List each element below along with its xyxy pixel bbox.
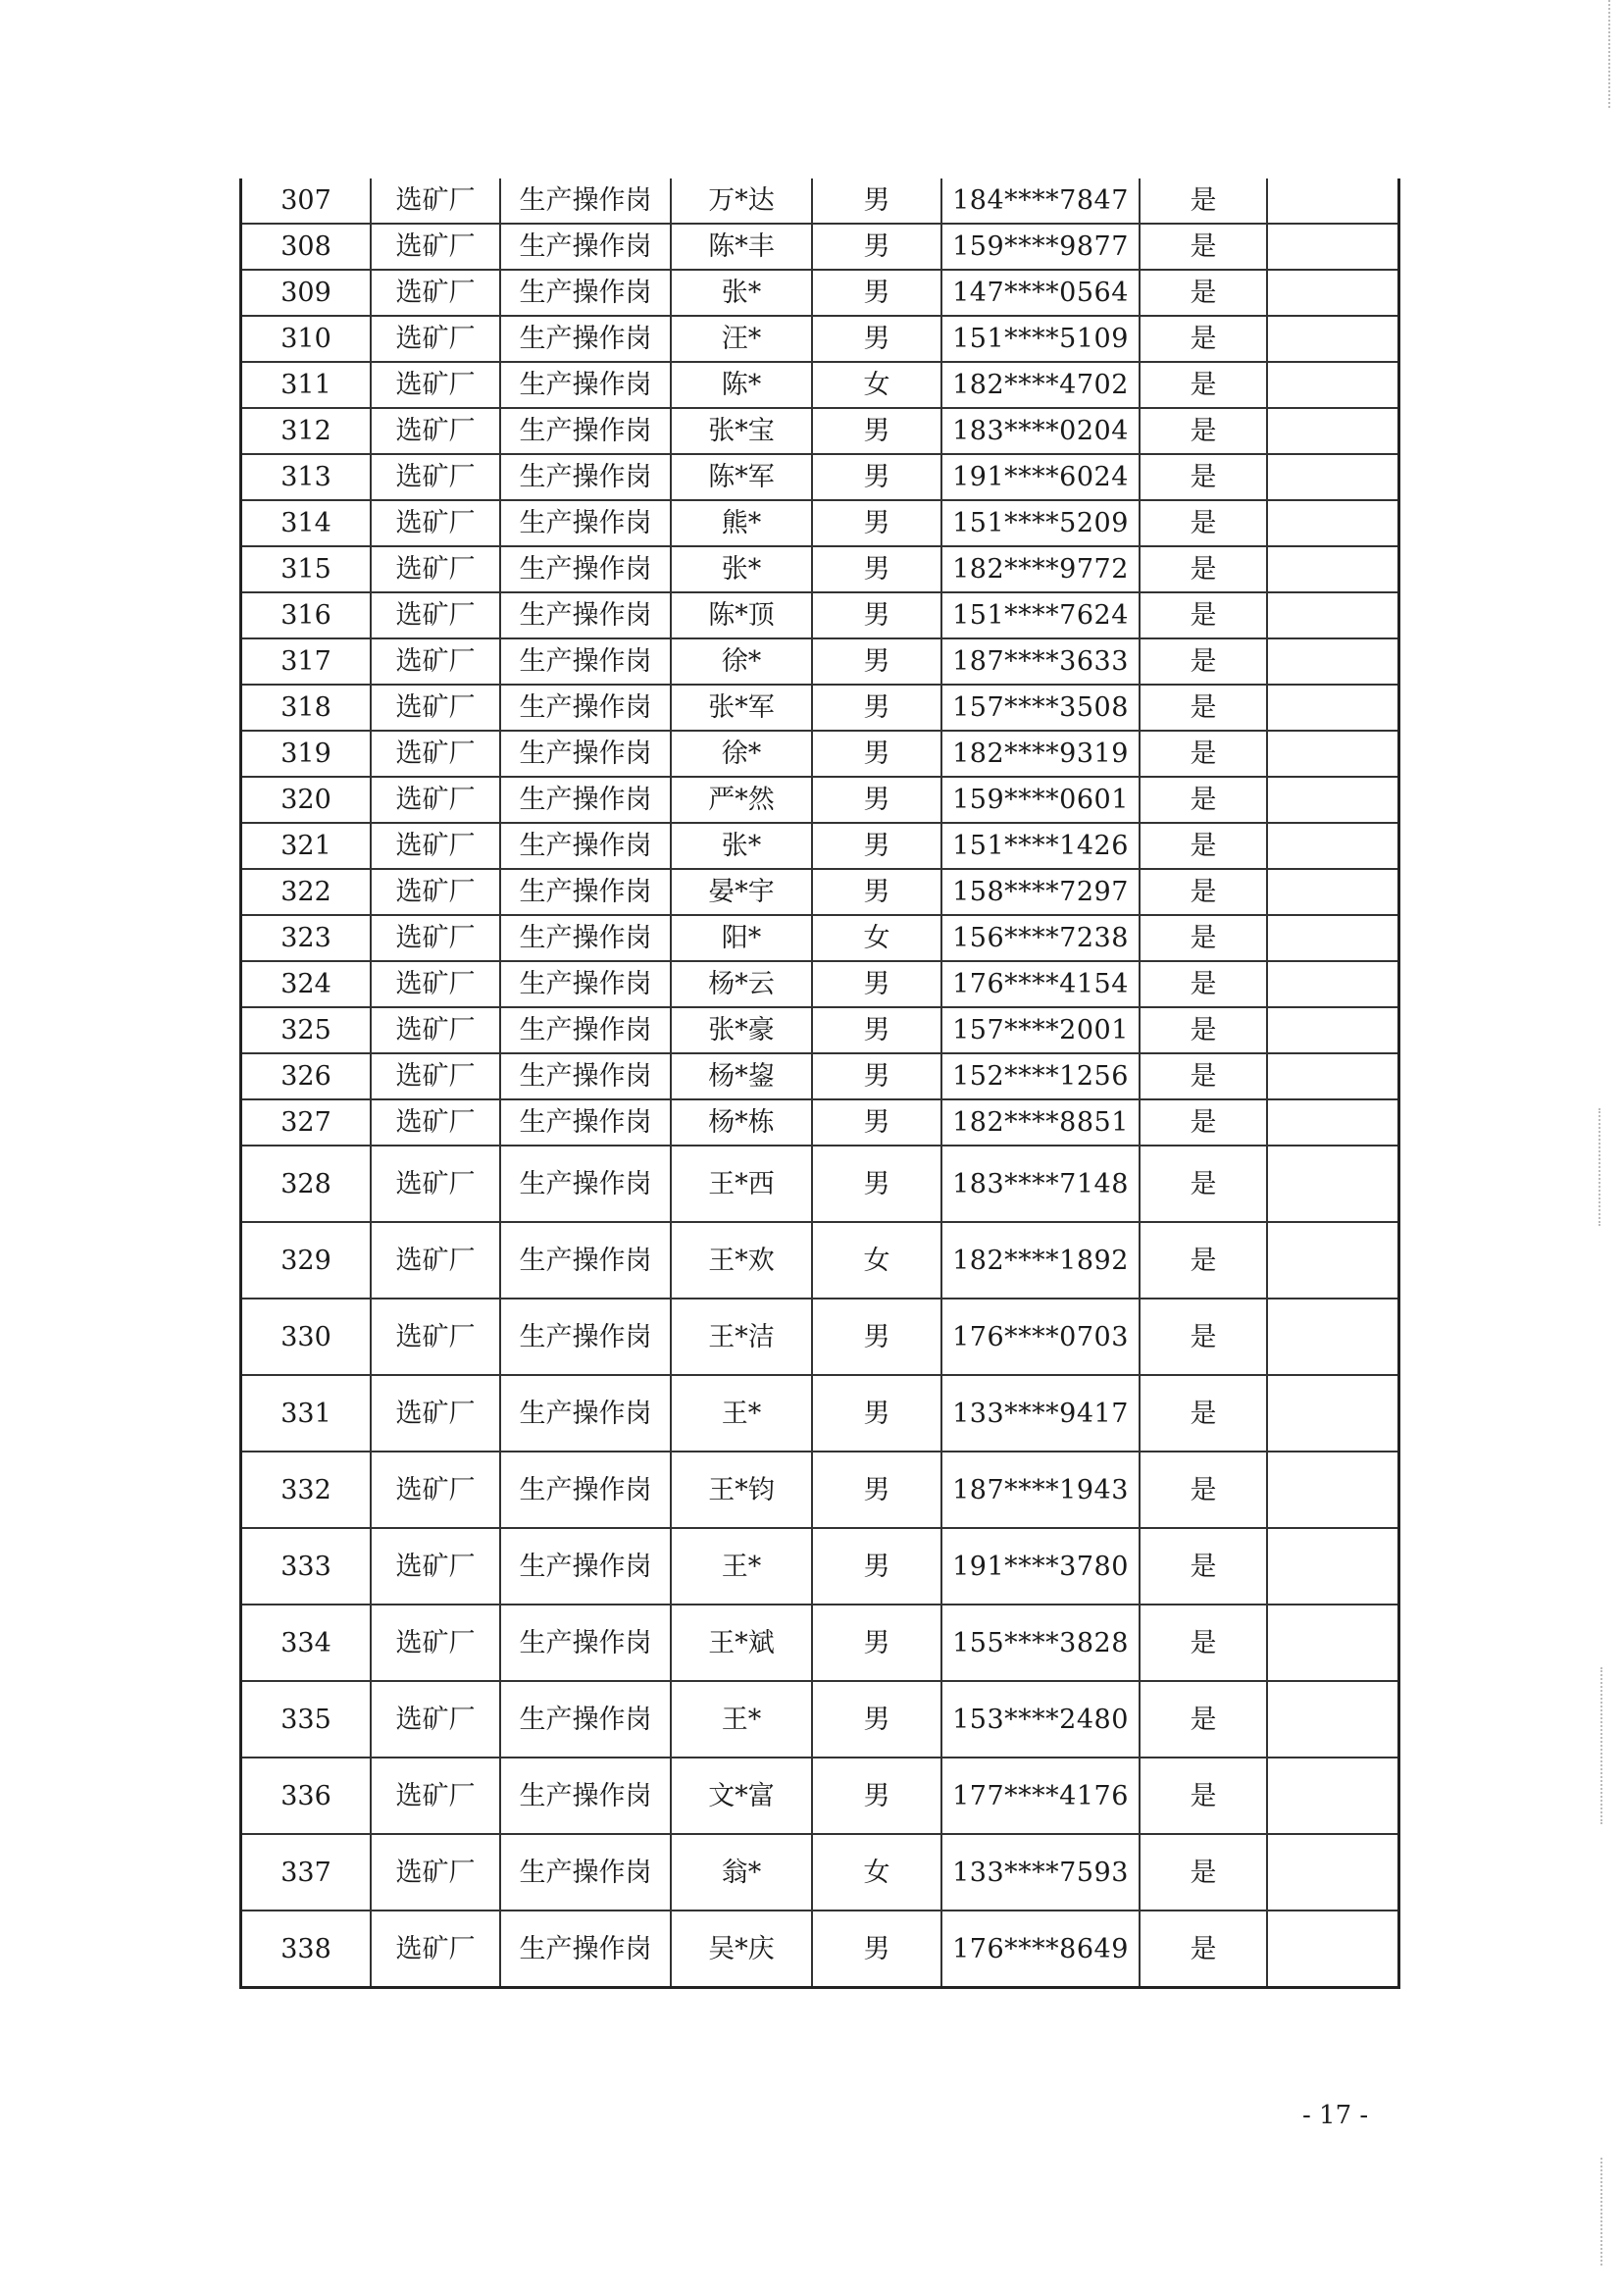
gender-cell: 男 — [812, 1605, 941, 1681]
status-cell: 是 — [1140, 1452, 1267, 1528]
position-cell: 生产操作岗 — [500, 500, 671, 546]
note-cell — [1267, 1681, 1399, 1758]
unit-cell: 选矿厂 — [371, 1222, 500, 1299]
note-cell — [1267, 1834, 1399, 1911]
position-cell: 生产操作岗 — [500, 1834, 671, 1911]
phone-cell: 153****2480 — [941, 1681, 1140, 1758]
phone-cell: 182****9319 — [941, 731, 1140, 777]
name-cell: 王*斌 — [671, 1605, 812, 1681]
table-row — [241, 408, 1399, 454]
unit-cell: 选矿厂 — [371, 638, 500, 685]
table-row — [241, 362, 1399, 408]
unit-cell: 选矿厂 — [371, 731, 500, 777]
status-cell: 是 — [1140, 1053, 1267, 1099]
status-cell: 是 — [1140, 731, 1267, 777]
unit-cell: 选矿厂 — [371, 454, 500, 500]
position-cell: 生产操作岗 — [500, 777, 671, 823]
gender-cell: 男 — [812, 1911, 941, 1988]
position-cell: 生产操作岗 — [500, 638, 671, 685]
unit-cell: 选矿厂 — [371, 1758, 500, 1834]
position-cell: 生产操作岗 — [500, 1681, 671, 1758]
row-number-cell: 321 — [241, 823, 372, 869]
table-row — [241, 961, 1399, 1007]
unit-cell: 选矿厂 — [371, 961, 500, 1007]
row-number-cell: 313 — [241, 454, 372, 500]
name-cell: 汪* — [671, 316, 812, 362]
phone-cell: 191****6024 — [941, 454, 1140, 500]
row-number-cell: 327 — [241, 1099, 372, 1146]
gender-cell: 男 — [812, 961, 941, 1007]
position-cell: 生产操作岗 — [500, 362, 671, 408]
unit-cell: 选矿厂 — [371, 1452, 500, 1528]
name-cell: 翁* — [671, 1834, 812, 1911]
name-cell: 杨*云 — [671, 961, 812, 1007]
table-row — [241, 1222, 1399, 1299]
name-cell: 杨*鋆 — [671, 1053, 812, 1099]
name-cell: 万*达 — [671, 178, 812, 224]
gender-cell: 男 — [812, 1375, 941, 1452]
phone-cell: 151****5109 — [941, 316, 1140, 362]
note-cell — [1267, 178, 1399, 224]
unit-cell: 选矿厂 — [371, 408, 500, 454]
gender-cell: 男 — [812, 1681, 941, 1758]
name-cell: 吴*庆 — [671, 1911, 812, 1988]
status-cell: 是 — [1140, 823, 1267, 869]
table-row — [241, 685, 1399, 731]
row-number-cell: 323 — [241, 915, 372, 961]
note-cell — [1267, 777, 1399, 823]
position-cell: 生产操作岗 — [500, 316, 671, 362]
position-cell: 生产操作岗 — [500, 1099, 671, 1146]
gender-cell: 男 — [812, 1007, 941, 1053]
name-cell: 张*豪 — [671, 1007, 812, 1053]
gender-cell: 男 — [812, 316, 941, 362]
unit-cell: 选矿厂 — [371, 1299, 500, 1375]
scan-margin-line — [1600, 2158, 1602, 2266]
name-cell: 王*西 — [671, 1146, 812, 1222]
unit-cell: 选矿厂 — [371, 1146, 500, 1222]
scan-margin-line — [1608, 0, 1610, 108]
unit-cell: 选矿厂 — [371, 178, 500, 224]
row-number-cell: 336 — [241, 1758, 372, 1834]
position-cell: 生产操作岗 — [500, 408, 671, 454]
position-cell: 生产操作岗 — [500, 869, 671, 915]
row-number-cell: 319 — [241, 731, 372, 777]
table-row — [241, 1299, 1399, 1375]
name-cell: 王*钧 — [671, 1452, 812, 1528]
status-cell: 是 — [1140, 1375, 1267, 1452]
gender-cell: 男 — [812, 454, 941, 500]
status-cell: 是 — [1140, 1758, 1267, 1834]
status-cell: 是 — [1140, 1007, 1267, 1053]
note-cell — [1267, 1375, 1399, 1452]
name-cell: 陈*军 — [671, 454, 812, 500]
row-number-cell: 335 — [241, 1681, 372, 1758]
table-row — [241, 1007, 1399, 1053]
status-cell: 是 — [1140, 546, 1267, 592]
name-cell: 张*军 — [671, 685, 812, 731]
status-cell: 是 — [1140, 1222, 1267, 1299]
status-cell: 是 — [1140, 362, 1267, 408]
phone-cell: 158****7297 — [941, 869, 1140, 915]
unit-cell: 选矿厂 — [371, 500, 500, 546]
note-cell — [1267, 1299, 1399, 1375]
status-cell: 是 — [1140, 500, 1267, 546]
phone-cell: 151****1426 — [941, 823, 1140, 869]
personnel-table-body — [241, 178, 1399, 1988]
note-cell — [1267, 685, 1399, 731]
position-cell: 生产操作岗 — [500, 224, 671, 270]
unit-cell: 选矿厂 — [371, 1681, 500, 1758]
unit-cell: 选矿厂 — [371, 1053, 500, 1099]
unit-cell: 选矿厂 — [371, 869, 500, 915]
row-number-cell: 312 — [241, 408, 372, 454]
gender-cell: 男 — [812, 500, 941, 546]
note-cell — [1267, 638, 1399, 685]
position-cell: 生产操作岗 — [500, 1375, 671, 1452]
personnel-table — [239, 178, 1400, 1989]
unit-cell: 选矿厂 — [371, 685, 500, 731]
phone-cell: 182****8851 — [941, 1099, 1140, 1146]
status-cell: 是 — [1140, 915, 1267, 961]
status-cell: 是 — [1140, 1299, 1267, 1375]
table-row — [241, 1528, 1399, 1605]
page-number: - 17 - — [1302, 2101, 1369, 2130]
gender-cell: 男 — [812, 592, 941, 638]
phone-cell: 177****4176 — [941, 1758, 1140, 1834]
gender-cell: 女 — [812, 362, 941, 408]
phone-cell: 176****8649 — [941, 1911, 1140, 1988]
phone-cell: 156****7238 — [941, 915, 1140, 961]
row-number-cell: 317 — [241, 638, 372, 685]
name-cell: 阳* — [671, 915, 812, 961]
note-cell — [1267, 1146, 1399, 1222]
status-cell: 是 — [1140, 316, 1267, 362]
position-cell: 生产操作岗 — [500, 1452, 671, 1528]
unit-cell: 选矿厂 — [371, 1834, 500, 1911]
row-number-cell: 307 — [241, 178, 372, 224]
note-cell — [1267, 1528, 1399, 1605]
table-row — [241, 777, 1399, 823]
note-cell — [1267, 869, 1399, 915]
phone-cell: 184****7847 — [941, 178, 1140, 224]
phone-cell: 151****5209 — [941, 500, 1140, 546]
gender-cell: 男 — [812, 685, 941, 731]
status-cell: 是 — [1140, 1911, 1267, 1988]
position-cell: 生产操作岗 — [500, 961, 671, 1007]
table-row — [241, 638, 1399, 685]
phone-cell: 182****9772 — [941, 546, 1140, 592]
row-number-cell: 338 — [241, 1911, 372, 1988]
status-cell: 是 — [1140, 869, 1267, 915]
unit-cell: 选矿厂 — [371, 1911, 500, 1988]
gender-cell: 男 — [812, 731, 941, 777]
position-cell: 生产操作岗 — [500, 1911, 671, 1988]
status-cell: 是 — [1140, 1099, 1267, 1146]
gender-cell: 男 — [812, 546, 941, 592]
name-cell: 陈* — [671, 362, 812, 408]
unit-cell: 选矿厂 — [371, 362, 500, 408]
phone-cell: 182****1892 — [941, 1222, 1140, 1299]
note-cell — [1267, 823, 1399, 869]
gender-cell: 男 — [812, 1452, 941, 1528]
phone-cell: 147****0564 — [941, 270, 1140, 316]
phone-cell: 183****7148 — [941, 1146, 1140, 1222]
table-row — [241, 1605, 1399, 1681]
unit-cell: 选矿厂 — [371, 224, 500, 270]
position-cell: 生产操作岗 — [500, 685, 671, 731]
note-cell — [1267, 454, 1399, 500]
gender-cell: 男 — [812, 1099, 941, 1146]
row-number-cell: 308 — [241, 224, 372, 270]
status-cell: 是 — [1140, 777, 1267, 823]
table-row — [241, 823, 1399, 869]
unit-cell: 选矿厂 — [371, 1605, 500, 1681]
position-cell: 生产操作岗 — [500, 1007, 671, 1053]
name-cell: 张* — [671, 823, 812, 869]
phone-cell: 151****7624 — [941, 592, 1140, 638]
position-cell: 生产操作岗 — [500, 1605, 671, 1681]
name-cell: 严*然 — [671, 777, 812, 823]
note-cell — [1267, 1605, 1399, 1681]
note-cell — [1267, 546, 1399, 592]
status-cell: 是 — [1140, 638, 1267, 685]
phone-cell: 157****2001 — [941, 1007, 1140, 1053]
name-cell: 张* — [671, 546, 812, 592]
table-row — [241, 592, 1399, 638]
name-cell: 徐* — [671, 731, 812, 777]
scan-margin-line — [1600, 1667, 1602, 1824]
row-number-cell: 324 — [241, 961, 372, 1007]
gender-cell: 男 — [812, 638, 941, 685]
name-cell: 王* — [671, 1681, 812, 1758]
row-number-cell: 328 — [241, 1146, 372, 1222]
name-cell: 杨*栋 — [671, 1099, 812, 1146]
table-row — [241, 546, 1399, 592]
table-row — [241, 1053, 1399, 1099]
unit-cell: 选矿厂 — [371, 316, 500, 362]
row-number-cell: 337 — [241, 1834, 372, 1911]
status-cell: 是 — [1140, 1605, 1267, 1681]
row-number-cell: 333 — [241, 1528, 372, 1605]
note-cell — [1267, 1222, 1399, 1299]
row-number-cell: 310 — [241, 316, 372, 362]
position-cell: 生产操作岗 — [500, 915, 671, 961]
position-cell: 生产操作岗 — [500, 823, 671, 869]
gender-cell: 男 — [812, 823, 941, 869]
row-number-cell: 329 — [241, 1222, 372, 1299]
status-cell: 是 — [1140, 224, 1267, 270]
status-cell: 是 — [1140, 270, 1267, 316]
row-number-cell: 311 — [241, 362, 372, 408]
unit-cell: 选矿厂 — [371, 1375, 500, 1452]
phone-cell: 155****3828 — [941, 1605, 1140, 1681]
table-row — [241, 731, 1399, 777]
gender-cell: 男 — [812, 1146, 941, 1222]
status-cell: 是 — [1140, 178, 1267, 224]
status-cell: 是 — [1140, 454, 1267, 500]
row-number-cell: 331 — [241, 1375, 372, 1452]
note-cell — [1267, 1758, 1399, 1834]
scan-margin-line — [1599, 1108, 1600, 1226]
phone-cell: 176****0703 — [941, 1299, 1140, 1375]
unit-cell: 选矿厂 — [371, 1528, 500, 1605]
name-cell: 文*富 — [671, 1758, 812, 1834]
note-cell — [1267, 1452, 1399, 1528]
gender-cell: 男 — [812, 1528, 941, 1605]
phone-cell: 187****3633 — [941, 638, 1140, 685]
status-cell: 是 — [1140, 1146, 1267, 1222]
position-cell: 生产操作岗 — [500, 1222, 671, 1299]
row-number-cell: 309 — [241, 270, 372, 316]
table-row — [241, 1681, 1399, 1758]
note-cell — [1267, 1911, 1399, 1988]
gender-cell: 男 — [812, 777, 941, 823]
note-cell — [1267, 1099, 1399, 1146]
gender-cell: 男 — [812, 270, 941, 316]
name-cell: 张* — [671, 270, 812, 316]
note-cell — [1267, 224, 1399, 270]
table-row — [241, 1834, 1399, 1911]
gender-cell: 男 — [812, 1299, 941, 1375]
table-row — [241, 1146, 1399, 1222]
unit-cell: 选矿厂 — [371, 1099, 500, 1146]
unit-cell: 选矿厂 — [371, 546, 500, 592]
table-row — [241, 270, 1399, 316]
table-row — [241, 915, 1399, 961]
note-cell — [1267, 592, 1399, 638]
position-cell: 生产操作岗 — [500, 1053, 671, 1099]
position-cell: 生产操作岗 — [500, 731, 671, 777]
table-row — [241, 1911, 1399, 1988]
phone-cell: 157****3508 — [941, 685, 1140, 731]
row-number-cell: 318 — [241, 685, 372, 731]
unit-cell: 选矿厂 — [371, 1007, 500, 1053]
table-row — [241, 869, 1399, 915]
row-number-cell: 330 — [241, 1299, 372, 1375]
position-cell: 生产操作岗 — [500, 454, 671, 500]
table-row — [241, 500, 1399, 546]
name-cell: 王* — [671, 1528, 812, 1605]
phone-cell: 133****7593 — [941, 1834, 1140, 1911]
gender-cell: 男 — [812, 224, 941, 270]
name-cell: 张*宝 — [671, 408, 812, 454]
name-cell: 陈*丰 — [671, 224, 812, 270]
phone-cell: 133****9417 — [941, 1375, 1140, 1452]
table-row — [241, 1099, 1399, 1146]
position-cell: 生产操作岗 — [500, 1146, 671, 1222]
position-cell: 生产操作岗 — [500, 270, 671, 316]
status-cell: 是 — [1140, 592, 1267, 638]
name-cell: 徐* — [671, 638, 812, 685]
status-cell: 是 — [1140, 1528, 1267, 1605]
position-cell: 生产操作岗 — [500, 546, 671, 592]
position-cell: 生产操作岗 — [500, 178, 671, 224]
table-row — [241, 178, 1399, 224]
table-row — [241, 316, 1399, 362]
position-cell: 生产操作岗 — [500, 1299, 671, 1375]
name-cell: 熊* — [671, 500, 812, 546]
note-cell — [1267, 915, 1399, 961]
row-number-cell: 315 — [241, 546, 372, 592]
gender-cell: 女 — [812, 915, 941, 961]
note-cell — [1267, 316, 1399, 362]
table-row — [241, 1758, 1399, 1834]
unit-cell: 选矿厂 — [371, 823, 500, 869]
note-cell — [1267, 731, 1399, 777]
table-row — [241, 224, 1399, 270]
table-row — [241, 1452, 1399, 1528]
phone-cell: 152****1256 — [941, 1053, 1140, 1099]
gender-cell: 女 — [812, 1222, 941, 1299]
position-cell: 生产操作岗 — [500, 1758, 671, 1834]
phone-cell: 183****0204 — [941, 408, 1140, 454]
note-cell — [1267, 408, 1399, 454]
gender-cell: 男 — [812, 178, 941, 224]
row-number-cell: 332 — [241, 1452, 372, 1528]
note-cell — [1267, 961, 1399, 1007]
unit-cell: 选矿厂 — [371, 777, 500, 823]
unit-cell: 选矿厂 — [371, 915, 500, 961]
name-cell: 王*欢 — [671, 1222, 812, 1299]
note-cell — [1267, 1053, 1399, 1099]
row-number-cell: 322 — [241, 869, 372, 915]
phone-cell: 191****3780 — [941, 1528, 1140, 1605]
row-number-cell: 314 — [241, 500, 372, 546]
unit-cell: 选矿厂 — [371, 270, 500, 316]
phone-cell: 159****9877 — [941, 224, 1140, 270]
phone-cell: 182****4702 — [941, 362, 1140, 408]
status-cell: 是 — [1140, 408, 1267, 454]
note-cell — [1267, 362, 1399, 408]
status-cell: 是 — [1140, 961, 1267, 1007]
status-cell: 是 — [1140, 1834, 1267, 1911]
row-number-cell: 316 — [241, 592, 372, 638]
phone-cell: 176****4154 — [941, 961, 1140, 1007]
gender-cell: 男 — [812, 408, 941, 454]
row-number-cell: 334 — [241, 1605, 372, 1681]
table-row — [241, 1375, 1399, 1452]
phone-cell: 159****0601 — [941, 777, 1140, 823]
gender-cell: 女 — [812, 1834, 941, 1911]
status-cell: 是 — [1140, 1681, 1267, 1758]
name-cell: 陈*顶 — [671, 592, 812, 638]
note-cell — [1267, 500, 1399, 546]
note-cell — [1267, 1007, 1399, 1053]
gender-cell: 男 — [812, 1053, 941, 1099]
status-cell: 是 — [1140, 685, 1267, 731]
row-number-cell: 325 — [241, 1007, 372, 1053]
name-cell: 王*洁 — [671, 1299, 812, 1375]
position-cell: 生产操作岗 — [500, 592, 671, 638]
gender-cell: 男 — [812, 1758, 941, 1834]
phone-cell: 187****1943 — [941, 1452, 1140, 1528]
name-cell: 王* — [671, 1375, 812, 1452]
position-cell: 生产操作岗 — [500, 1528, 671, 1605]
row-number-cell: 326 — [241, 1053, 372, 1099]
unit-cell: 选矿厂 — [371, 592, 500, 638]
name-cell: 晏*宇 — [671, 869, 812, 915]
gender-cell: 男 — [812, 869, 941, 915]
note-cell — [1267, 270, 1399, 316]
table-row — [241, 454, 1399, 500]
row-number-cell: 320 — [241, 777, 372, 823]
